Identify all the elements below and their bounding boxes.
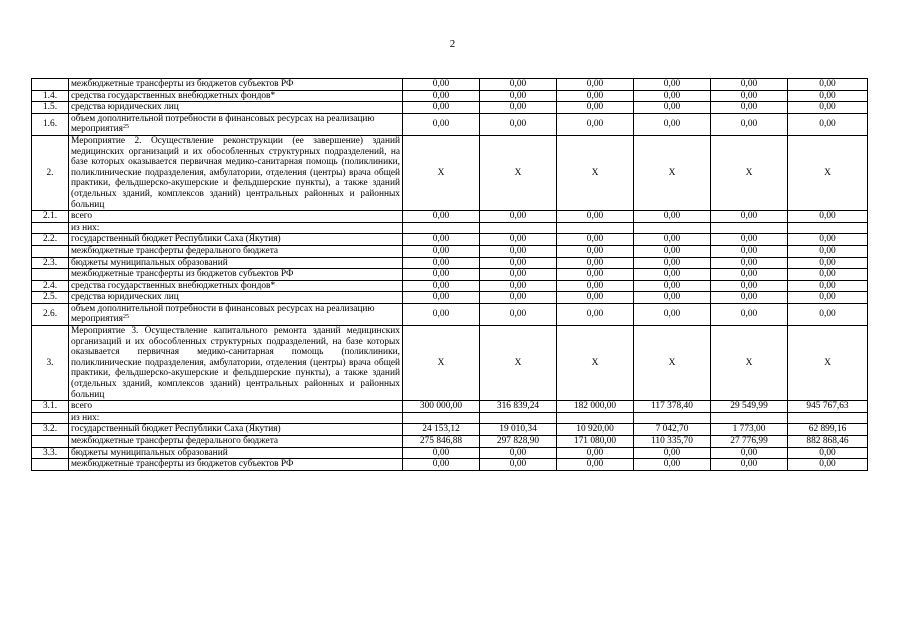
row-description-cell xyxy=(69,113,403,135)
value-cell: 882 868,46 xyxy=(788,436,868,448)
row-description-cell xyxy=(69,401,403,413)
value-cell: 0,00 xyxy=(634,280,711,292)
value-cell: 0,00 xyxy=(480,459,557,471)
value-cell: 0,00 xyxy=(557,280,634,292)
value-cell: 0,00 xyxy=(403,447,480,459)
table-row xyxy=(32,234,868,246)
row-description-text: Мероприятие 2. Осуществление реконструкции (ее завершение) зданий медицинских организаций и их обособленных структурных подразделений, на базе которых оказывается первичная медико-санитарная помощь (поликлиники, поликлинические подразделения, амбулатории, отделения (центры) врача общей практики, фельдшерско-акушерские и фельдшерские пункты), а также зданий (отдельных зданий, комплексов зданий) центральных районных и районных больниц xyxy=(71,135,400,210)
table-row xyxy=(32,135,868,210)
value-cell: 0,00 xyxy=(480,113,557,135)
value-cell: 0,00 xyxy=(711,447,788,459)
table-row xyxy=(32,401,868,413)
value-cell xyxy=(711,222,788,234)
row-description-text: объем дополнительной потребности в финансовых ресурсах на реализацию мероприятия xyxy=(71,303,375,325)
row-description-text: объем дополнительной потребности в финансовых ресурсах на реализацию мероприятия xyxy=(71,113,375,135)
row-number-cell: 1.4. xyxy=(32,90,69,102)
row-description-cell xyxy=(69,424,403,436)
row-description-cell xyxy=(69,269,403,281)
value-cell: 0,00 xyxy=(634,447,711,459)
value-cell: 0,00 xyxy=(403,211,480,223)
footnote-marker: 25 xyxy=(122,124,129,131)
value-cell: 0,00 xyxy=(711,303,788,325)
value-cell xyxy=(480,222,557,234)
table-row xyxy=(32,292,868,304)
value-cell: 0,00 xyxy=(711,269,788,281)
row-description-cell xyxy=(69,326,403,401)
value-cell: 0,00 xyxy=(480,90,557,102)
value-cell: 0,00 xyxy=(557,211,634,223)
table-row xyxy=(32,211,868,223)
row-description-text: из них: xyxy=(71,412,100,423)
row-description-cell xyxy=(69,245,403,257)
value-cell: Х xyxy=(480,135,557,210)
table-row xyxy=(32,90,868,102)
value-cell: 0,00 xyxy=(403,292,480,304)
value-cell: 0,00 xyxy=(634,102,711,114)
value-cell: 0,00 xyxy=(403,459,480,471)
value-cell: 0,00 xyxy=(557,447,634,459)
value-cell: Х xyxy=(480,326,557,401)
value-cell: 0,00 xyxy=(711,90,788,102)
value-cell: 0,00 xyxy=(634,245,711,257)
value-cell: 0,00 xyxy=(634,113,711,135)
value-cell: 7 042,70 xyxy=(634,424,711,436)
row-description-cell xyxy=(69,79,403,91)
value-cell: 0,00 xyxy=(403,113,480,135)
value-cell: 0,00 xyxy=(788,113,868,135)
value-cell: 0,00 xyxy=(788,459,868,471)
row-description-text: из них: xyxy=(71,222,100,233)
value-cell: 0,00 xyxy=(480,269,557,281)
value-cell: 0,00 xyxy=(480,211,557,223)
row-number-cell xyxy=(32,269,69,281)
value-cell: 0,00 xyxy=(711,113,788,135)
row-description-cell xyxy=(69,303,403,325)
value-cell xyxy=(403,412,480,424)
row-number-cell xyxy=(32,245,69,257)
table-row xyxy=(32,303,868,325)
value-cell: 0,00 xyxy=(557,113,634,135)
row-number-cell: 3.2. xyxy=(32,424,69,436)
value-cell: 0,00 xyxy=(557,257,634,269)
row-number-cell: 2. xyxy=(32,135,69,210)
value-cell: 110 335,70 xyxy=(634,436,711,448)
value-cell: 0,00 xyxy=(711,211,788,223)
value-cell: Х xyxy=(557,135,634,210)
row-number-cell: 2.5. xyxy=(32,292,69,304)
value-cell: 171 080,00 xyxy=(557,436,634,448)
value-cell: 0,00 xyxy=(788,447,868,459)
row-number-cell: 2.3. xyxy=(32,257,69,269)
value-cell: 0,00 xyxy=(634,234,711,246)
value-cell: 0,00 xyxy=(557,303,634,325)
value-cell: 0,00 xyxy=(634,90,711,102)
value-cell xyxy=(788,222,868,234)
value-cell: 0,00 xyxy=(634,257,711,269)
value-cell: 0,00 xyxy=(788,102,868,114)
table-row xyxy=(32,245,868,257)
row-number-cell xyxy=(32,412,69,424)
value-cell: 24 153,12 xyxy=(403,424,480,436)
row-description-cell xyxy=(69,436,403,448)
table-row xyxy=(32,269,868,281)
value-cell: 19 010,34 xyxy=(480,424,557,436)
value-cell: 0,00 xyxy=(480,234,557,246)
value-cell: Х xyxy=(634,326,711,401)
row-number-cell: 2.6. xyxy=(32,303,69,325)
value-cell: 275 846,88 xyxy=(403,436,480,448)
row-description-cell xyxy=(69,211,403,223)
value-cell: 117 378,40 xyxy=(634,401,711,413)
value-cell: 0,00 xyxy=(403,257,480,269)
value-cell: Х xyxy=(711,326,788,401)
value-cell: Х xyxy=(403,326,480,401)
value-cell: 10 920,00 xyxy=(557,424,634,436)
value-cell: 0,00 xyxy=(711,234,788,246)
row-description-text: межбюджетные трансферты из бюджетов субъектов РФ xyxy=(71,79,294,89)
row-description-text: бюджеты муниципальных образований xyxy=(71,447,228,458)
table-row xyxy=(32,222,868,234)
value-cell: 0,00 xyxy=(634,269,711,281)
value-cell xyxy=(788,412,868,424)
table-body xyxy=(32,79,868,471)
row-description-text: государственный бюджет Республики Саха (Якутия) xyxy=(71,234,281,245)
value-cell: 0,00 xyxy=(711,257,788,269)
row-number-cell: 2.2. xyxy=(32,234,69,246)
budget-table xyxy=(31,78,868,471)
row-description-text: всего xyxy=(71,401,93,412)
row-description-text: государственный бюджет Республики Саха (Якутия) xyxy=(71,424,281,435)
value-cell xyxy=(403,222,480,234)
row-description-cell xyxy=(69,292,403,304)
value-cell: 0,00 xyxy=(480,79,557,91)
row-description-cell xyxy=(69,222,403,234)
row-number-cell: 1.5. xyxy=(32,102,69,114)
value-cell: Х xyxy=(711,135,788,210)
value-cell: 0,00 xyxy=(480,292,557,304)
row-description-text: межбюджетные трансферты из бюджетов субъектов РФ xyxy=(71,459,294,470)
row-description-cell xyxy=(69,234,403,246)
row-number-cell: 3. xyxy=(32,326,69,401)
row-number-cell: 2.1. xyxy=(32,211,69,223)
table-row xyxy=(32,412,868,424)
value-cell: Х xyxy=(403,135,480,210)
row-number-cell: 2.4. xyxy=(32,280,69,292)
value-cell: 316 839,24 xyxy=(480,401,557,413)
value-cell: 0,00 xyxy=(788,90,868,102)
value-cell: 0,00 xyxy=(557,234,634,246)
value-cell xyxy=(634,412,711,424)
row-description-text: средства юридических лиц xyxy=(71,292,179,303)
value-cell: 0,00 xyxy=(634,211,711,223)
row-description-text: всего xyxy=(71,211,93,222)
value-cell: Х xyxy=(634,135,711,210)
table-row xyxy=(32,447,868,459)
value-cell: 0,00 xyxy=(480,257,557,269)
value-cell xyxy=(557,412,634,424)
value-cell: 0,00 xyxy=(788,245,868,257)
row-description-cell xyxy=(69,257,403,269)
value-cell: 0,00 xyxy=(788,269,868,281)
value-cell: 0,00 xyxy=(711,245,788,257)
value-cell: 62 899,16 xyxy=(788,424,868,436)
value-cell: 0,00 xyxy=(557,90,634,102)
row-description-text: межбюджетные трансферты федерального бюджета xyxy=(71,436,279,446)
value-cell: 0,00 xyxy=(711,102,788,114)
value-cell xyxy=(711,412,788,424)
table-row xyxy=(32,280,868,292)
value-cell: 0,00 xyxy=(788,280,868,292)
table-row xyxy=(32,326,868,401)
row-description-text: межбюджетные трансферты федерального бюджета xyxy=(71,245,279,256)
value-cell: 0,00 xyxy=(634,292,711,304)
table-row xyxy=(32,436,868,448)
row-description-cell xyxy=(69,459,403,471)
row-description-text: средства государственных внебюджетных фондов* xyxy=(71,90,276,101)
row-description-text: средства юридических лиц xyxy=(71,102,179,113)
value-cell: 0,00 xyxy=(557,459,634,471)
row-description-text: межбюджетные трансферты из бюджетов субъектов РФ xyxy=(71,269,294,280)
value-cell: 0,00 xyxy=(480,303,557,325)
value-cell: 0,00 xyxy=(788,303,868,325)
row-number-cell xyxy=(32,222,69,234)
row-description-cell xyxy=(69,412,403,424)
value-cell: 0,00 xyxy=(557,292,634,304)
value-cell: 0,00 xyxy=(480,280,557,292)
row-description-cell xyxy=(69,135,403,210)
value-cell: 29 549,99 xyxy=(711,401,788,413)
table-row xyxy=(32,79,868,91)
value-cell: 0,00 xyxy=(403,280,480,292)
table-row xyxy=(32,459,868,471)
value-cell: 0,00 xyxy=(403,234,480,246)
row-number-cell: 3.3. xyxy=(32,447,69,459)
value-cell: 0,00 xyxy=(711,79,788,91)
value-cell: 0,00 xyxy=(788,292,868,304)
value-cell: 0,00 xyxy=(557,269,634,281)
value-cell: Х xyxy=(788,326,868,401)
value-cell: 945 767,63 xyxy=(788,401,868,413)
table-row xyxy=(32,424,868,436)
value-cell: 0,00 xyxy=(403,102,480,114)
value-cell: 0,00 xyxy=(634,79,711,91)
value-cell xyxy=(634,222,711,234)
value-cell: 0,00 xyxy=(403,245,480,257)
table-row xyxy=(32,113,868,135)
value-cell: 0,00 xyxy=(557,245,634,257)
value-cell: 0,00 xyxy=(480,447,557,459)
value-cell: 0,00 xyxy=(634,303,711,325)
value-cell: Х xyxy=(557,326,634,401)
value-cell: 0,00 xyxy=(711,459,788,471)
value-cell: 0,00 xyxy=(403,303,480,325)
row-number-cell: 1.6. xyxy=(32,113,69,135)
row-number-cell xyxy=(32,436,69,448)
value-cell xyxy=(557,222,634,234)
row-description-text: Мероприятие 3. Осуществление капитального ремонта зданий медицинских организаций и их обособленных структурных подразделений, на базе которых оказывается первичная медико-санитарная помощь (поликлиники, поликлинические подразделения, амбулатории, отделения (центры) врача общей практики, фельдшерско-акушерские и фельдшерские пункты), а также зданий (отдельных зданий, комплексов зданий) центральных районных и районных больниц xyxy=(71,326,400,400)
value-cell: 0,00 xyxy=(403,79,480,91)
row-description-cell xyxy=(69,447,403,459)
value-cell: 0,00 xyxy=(480,245,557,257)
value-cell xyxy=(480,412,557,424)
row-number-cell xyxy=(32,79,69,91)
row-description-text: бюджеты муниципальных образований xyxy=(71,257,228,268)
row-number-cell xyxy=(32,459,69,471)
value-cell: 0,00 xyxy=(711,280,788,292)
row-number-cell: 3.1. xyxy=(32,401,69,413)
table-row xyxy=(32,102,868,114)
value-cell: 0,00 xyxy=(634,459,711,471)
value-cell: 0,00 xyxy=(711,292,788,304)
value-cell: 0,00 xyxy=(788,211,868,223)
value-cell: 0,00 xyxy=(403,90,480,102)
value-cell: 300 000,00 xyxy=(403,401,480,413)
value-cell: 0,00 xyxy=(788,234,868,246)
row-description-text: средства государственных внебюджетных фондов* xyxy=(71,280,276,291)
value-cell: 0,00 xyxy=(788,257,868,269)
value-cell: 0,00 xyxy=(788,79,868,91)
footnote-marker: 25 xyxy=(122,314,129,321)
value-cell: 0,00 xyxy=(557,102,634,114)
row-description-cell xyxy=(69,90,403,102)
value-cell: 0,00 xyxy=(403,269,480,281)
value-cell: 1 773,00 xyxy=(711,424,788,436)
value-cell: Х xyxy=(788,135,868,210)
value-cell: 0,00 xyxy=(480,102,557,114)
value-cell: 27 776,99 xyxy=(711,436,788,448)
row-description-cell xyxy=(69,102,403,114)
row-description-cell xyxy=(69,280,403,292)
value-cell: 182 000,00 xyxy=(557,401,634,413)
value-cell: 0,00 xyxy=(557,79,634,91)
page-number: 2 xyxy=(449,38,456,50)
value-cell: 297 828,90 xyxy=(480,436,557,448)
table-row xyxy=(32,257,868,269)
